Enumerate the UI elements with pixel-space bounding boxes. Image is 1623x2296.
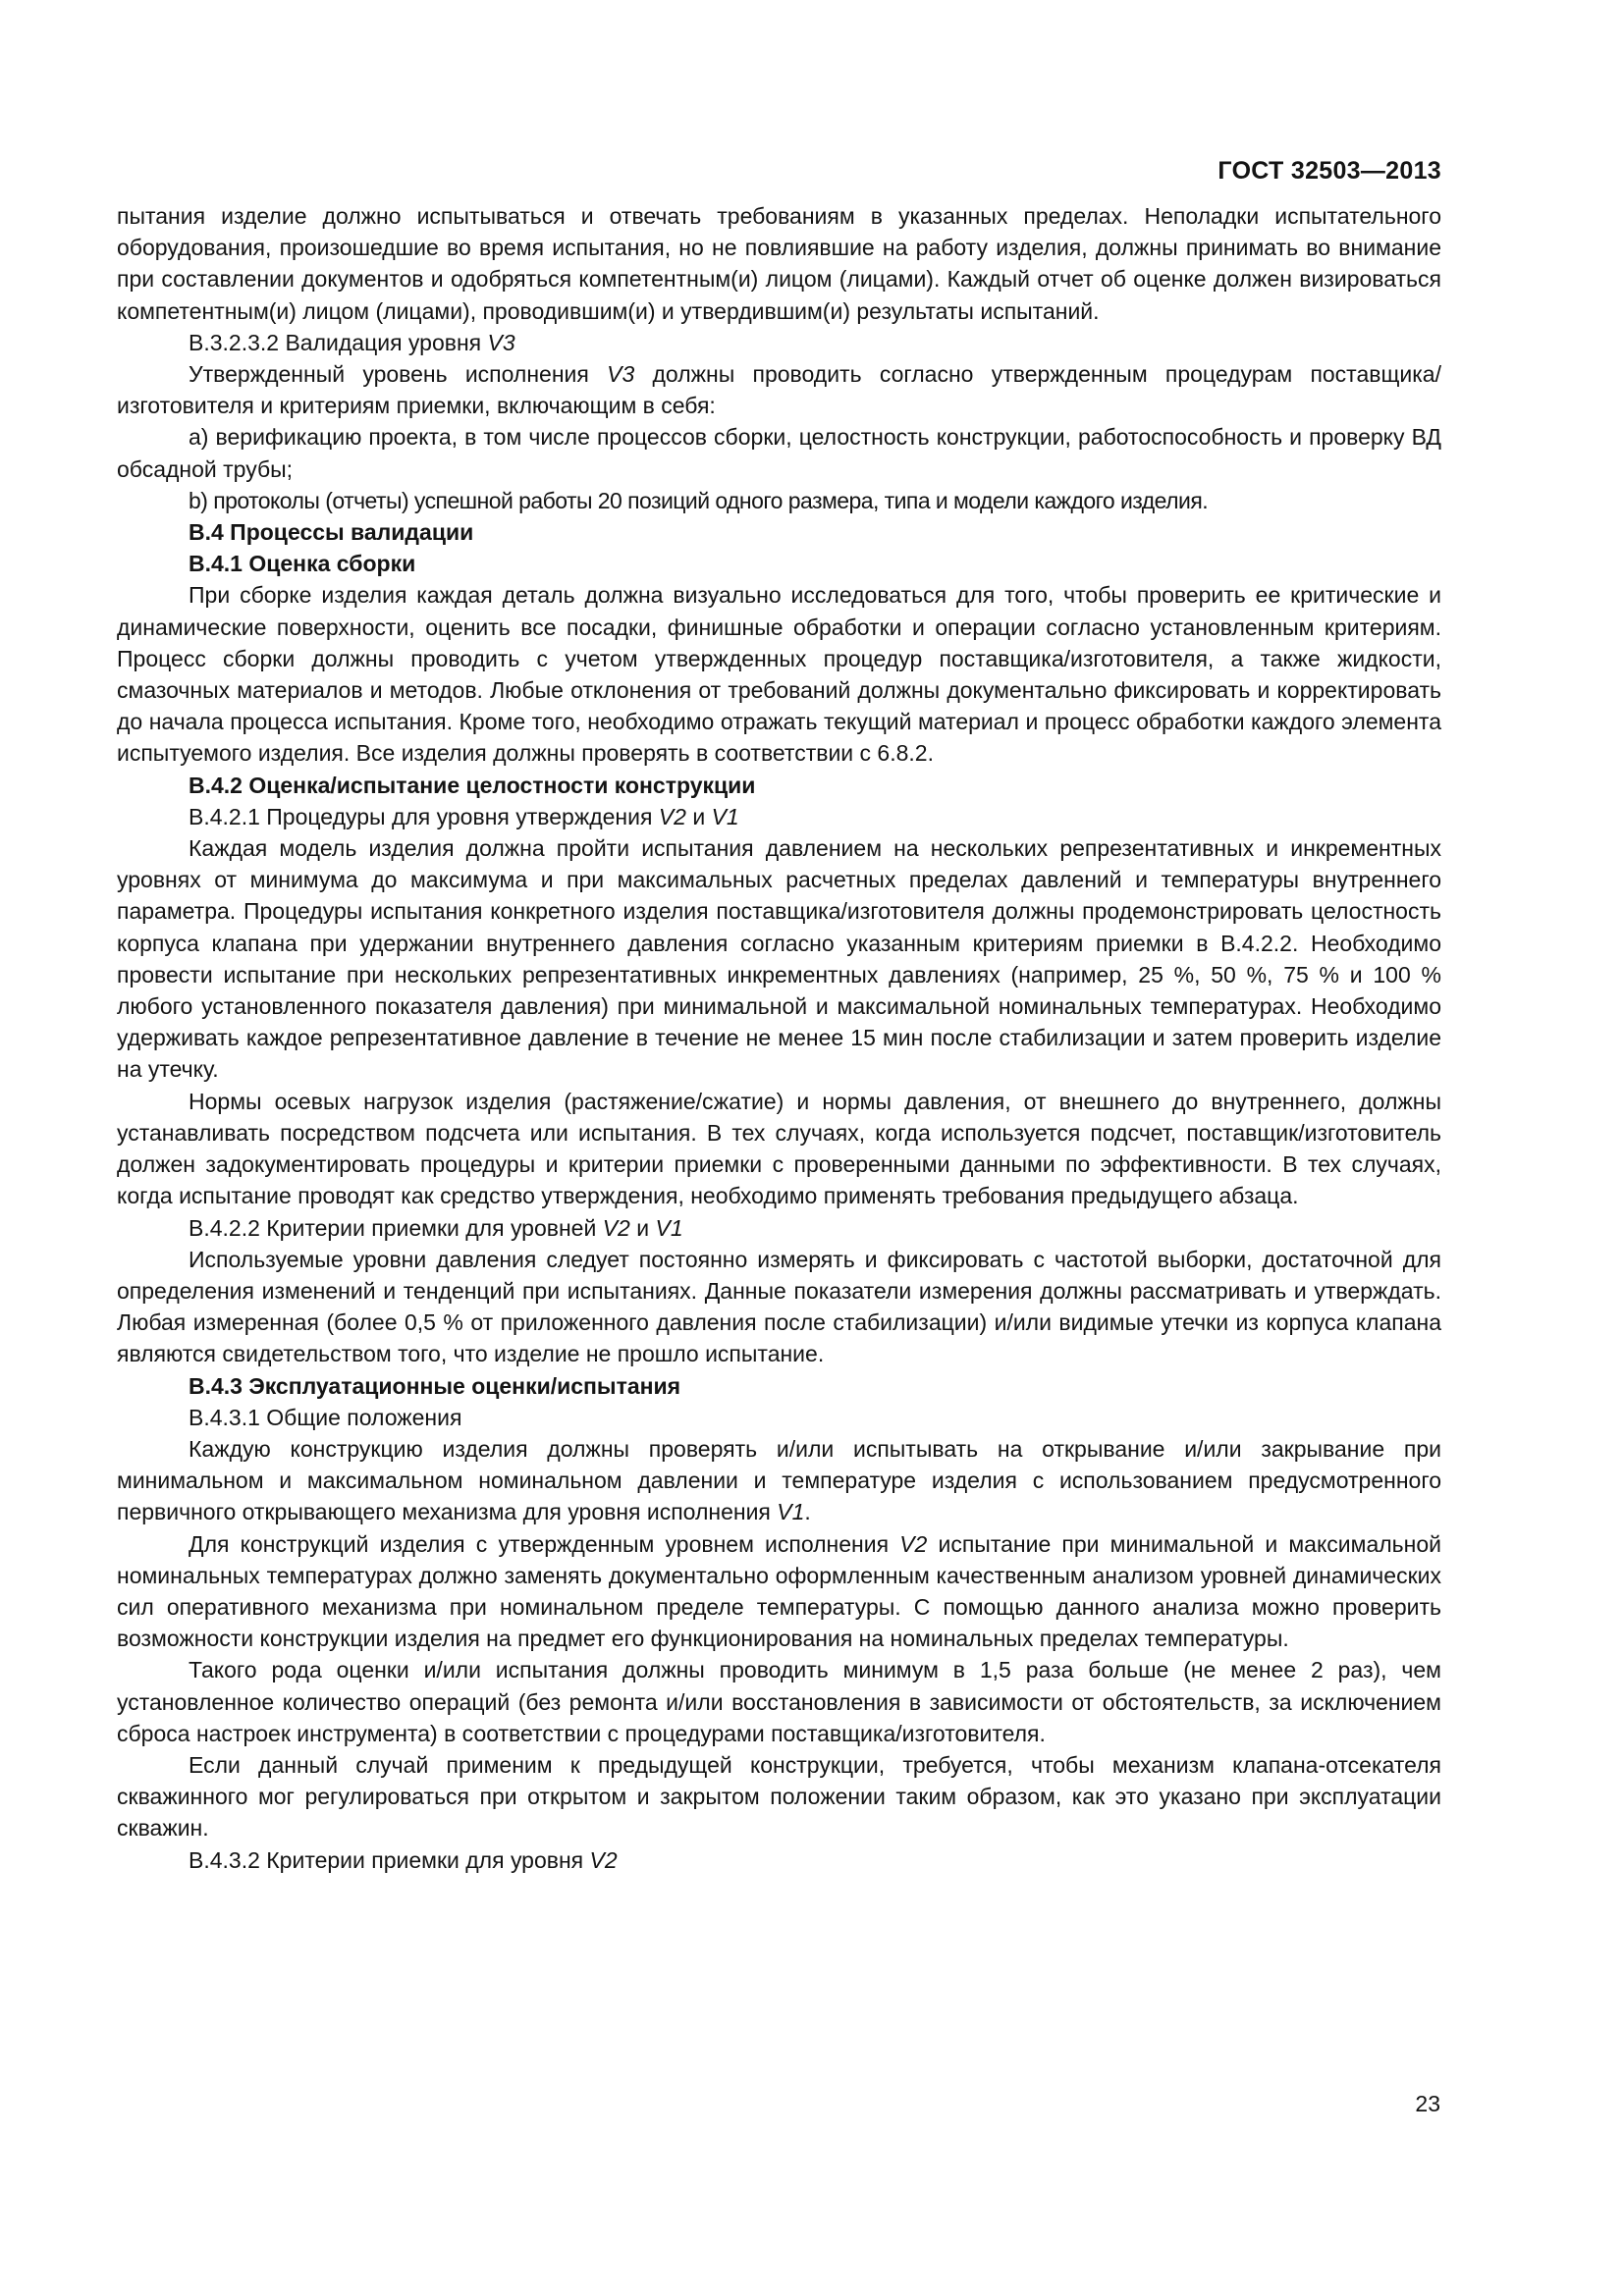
paragraph-pressure-testing: Каждая модель изделия должна пройти испытания давлением на нескольких репрезентативных и инкрементных уровнях от минимума до максимума и при максимальных расчетных пределах давлений и температуры внутреннего параметра. Процедуры испытания конкретного изделия поставщика/изготовителя должны продемонстрировать целостность корпуса клапана при удержании внутреннего давления согласно указанным критериям приемки в В.4.2.2. Необходимо провести испытание при нескольких репрезентативных инкрементных давлениях (например, 25 %, 50 %, 75 % и 100 % любого установленного показателя давления) при минимальной и максимальной номинальных температурах. Необходимо удерживать каждое репрезентативное давление в течение не менее 15 мин после стабилизации и затем проверить изделие на утечку. (117, 835, 1441, 1083)
list-item-b: b) протоколы (отчеты) успешной работы 20 позиций одного размера, типа и модели каждого изделия. (189, 487, 1209, 513)
level-v3: V3 (607, 361, 635, 388)
section-heading-b-4: В.4 Процессы валидации (189, 519, 474, 546)
standard-designation: ГОСТ 32503—2013 (1217, 157, 1441, 185)
paragraph-v2-designs: Для конструкций изделия с утвержденным уровнем исполнения V2 испытание при минимальной и максимальной номинальных температурах должно заменять документально оформленным качественным анализом уровней динамических сил оперативного механизма при номинальном пределе температуры. С помощью данного анализа можно проверить возможности конструкции изделия на предмет его функционирования на номинальных пределах температуры. (117, 1530, 1441, 1652)
clause-b-4-3-2-title: В.4.3.2 Критерии приемки для уровня V2 (189, 1846, 618, 1873)
paragraph-valve-mechanism: Если данный случай применим к предыдущей конструкции, требуется, чтобы механизм клапана-отсекателя скважинного мог регулироваться при открытом и закрытом положении таким образом, как это указано при эксплуатации скважин. (117, 1751, 1441, 1842)
paragraph-assembly: При сборке изделия каждая деталь должна визуально исследоваться для того, чтобы проверить ее критические и динамические поверхности, оценить все посадки, финишные обработки и операции согласно установленным критериям. Процесс сборки должны проводить с учетом утвержденных процедур поставщика/изготовителя, а также жидкости, смазочных материалов и методов. Любые отклонения от требований должны документально фиксировать и корректировать до начала процесса испытания. Кроме того, необходимо отражать текущий материал и процесс обработки каждого элемента испытуемого изделия. Все изделия должны проверять в соответствии с 6.8.2. (117, 582, 1441, 767)
section-heading-b-4-3: В.4.3 Эксплуатационные оценки/испытания (189, 1372, 681, 1399)
level-v1: V1 (655, 1214, 683, 1241)
level-v1: V1 (711, 803, 739, 829)
level-v2: V2 (899, 1530, 928, 1557)
level-v3: V3 (487, 329, 515, 355)
paragraph-v3-validation: Утвержденный уровень исполнения V3 должны проводить согласно утвержденным процедурам поставщика/изготовителя и критериям приемки, включающим в себя: (117, 361, 1441, 419)
clause-b-4-2-1-title: В.4.2.1 Процедуры для уровня утверждения V2 и V1 (189, 803, 739, 829)
clause-b-4-3-1-title: В.4.3.1 Общие положения (189, 1404, 462, 1430)
level-v2: V2 (602, 1214, 630, 1241)
paragraph-operation-check: Каждую конструкцию изделия должны проверять и/или испытывать на открывание и/или закрывание при минимальном и максимальном номинальном давлении и температуре изделия с использованием предусмотренного первичного открывающего механизма для уровня исполнения V1. (117, 1435, 1441, 1525)
clause-b-4-2-2-title: В.4.2.2 Критерии приемки для уровней V2 и V1 (189, 1214, 683, 1241)
page-number: 23 (1415, 2091, 1440, 2116)
clause-b-3-2-3-2-title: В.3.2.3.2 Валидация уровня V3 (189, 329, 515, 355)
list-item-a: а) верификацию проекта, в том числе процессов сборки, целостность конструкции, работоспособность и проверку ВД обсадной трубы; (117, 424, 1441, 482)
level-v1: V1 (777, 1499, 805, 1525)
paragraph-axial-loads: Нормы осевых нагрузок изделия (растяжение/сжатие) и нормы давления, от внешнего до внутреннего, должны устанавливать посредством подсчета или испытания. В тех случаях, когда используется подсчет, поставщик/изготовитель должен задокументировать процедуры и критерии приемки с проверенными данными по эффективности. В тех случаях, когда испытание проводят как средство утверждения, необходимо применять требования предыдущего абзаца. (117, 1088, 1441, 1209)
paragraph-cycle-count: Такого рода оценки и/или испытания должны проводить минимум в 1,5 раза больше (не менее 2 раз), чем установленное количество операций (без ремонта и/или восстановления в зависимости от обстоятельств, за исключением сброса настроек инструмента) в соответствии с процедурами поставщика/изготовителя. (117, 1657, 1441, 1746)
page-body (117, 200, 1441, 1876)
section-heading-b-4-2: В.4.2 Оценка/испытание целостности конструкции (189, 772, 756, 798)
paragraph-continuation: пытания изделие должно испытываться и отвечать требованиям в указанных пределах. Неполадки испытательного оборудования, произошедшие во время испытания, но не повлиявшие на работу изделия, должны принимать во внимание при составлении документов и одобряться компетентным(и) лицом (лицами). Каждый отчет об оценке должен визироваться компетентным(и) лицом (лицами), проводившим(и) и утвердившим(и) результаты испытаний. (117, 203, 1441, 324)
level-v2: V2 (589, 1846, 618, 1873)
section-heading-b-4-1: В.4.1 Оценка сборки (189, 551, 416, 577)
level-v2: V2 (658, 803, 686, 829)
paragraph-acceptance-criteria: Используемые уровни давления следует постоянно измерять и фиксировать с частотой выборки, достаточной для определения изменений и тенденций при испытаниях. Данные показатели измерения должны рассматривать и утверждать. Любая измеренная (более 0,5 % от приложенного давления после стабилизации) и/или видимые утечки из корпуса клапана являются свидетельством того, что изделие не прошло испытание. (117, 1246, 1441, 1367)
